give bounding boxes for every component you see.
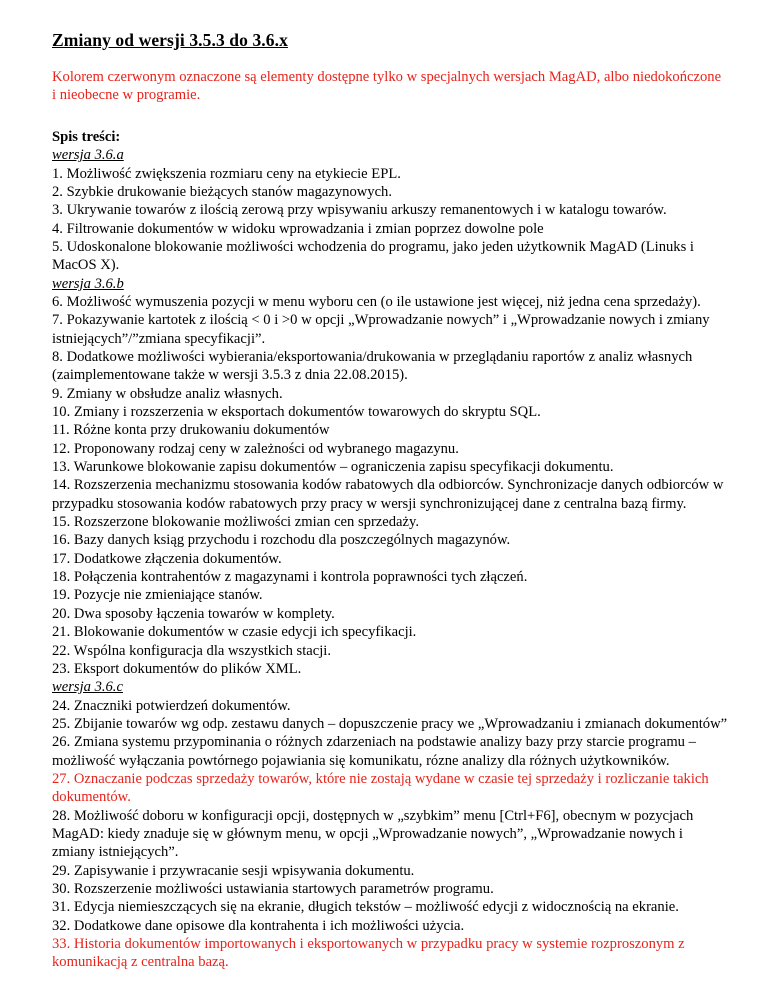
toc-item-8: 8. Dodatkowe możliwości wybierania/eksportowania/drukowania w przeglądaniu raportów z analiz własnych (zaimplementowane także w wersji 3.5.3 z dnia 22.08.2015).	[52, 349, 693, 384]
toc-item-31: 31. Edycja niemieszczących się na ekranie, długich tekstów – możliwość edycji z widocznością na ekranie.	[52, 899, 679, 916]
version-heading-c: wersja 3.6.c	[52, 679, 123, 696]
toc-item-14: 14. Rozszerzenia mechanizmu stosowania kodów rabatowych dla odbiorców. Synchronizacje danych odbiorców w przypadku stosowania kodów rabatowych przy pracy w wersji synchronizującej dane z centralna bazą firmy.	[52, 477, 724, 512]
toc-item-33: 33. Historia dokumentów importowanych i eksportowanych w przypadku pracy w systemie rozproszonym z komunikacją z centralna bazą.	[52, 936, 685, 971]
toc-item-2: 2. Szybkie drukowanie bieżących stanów magazynowych.	[52, 183, 393, 200]
toc-item-5: 5. Udoskonalone blokowanie możliwości wchodzenia do programu, jako jeden użytkownik MagAD (Linuks i MacOS X).	[52, 238, 694, 274]
toc-item-22: 22. Wspólna konfiguracja dla wszystkich stacji.	[52, 642, 331, 659]
toc-item-26: 26. Zmiana systemu przypominania o różnych zdarzeniach na podstawie analizy bazy przy starcie programu – możliwość wyłączania powtórnego pojawiania się komunikatu, rózne analizy dla różnych użytkowników.	[52, 734, 696, 769]
toc-item-16: 16. Bazy danych ksiąg przychodu i rozchodu dla poszczególnych magazynów.	[52, 532, 511, 549]
toc-item-23: 23. Eksport dokumentów do plików XML.	[52, 660, 302, 677]
toc-item-4: 4. Filtrowanie dokumentów w widoku wprowadzania i zmian poprzez dowolne pole	[52, 220, 544, 237]
toc-item-12: 12. Proponowany rodzaj ceny w zależności od wybranego magazynu.	[52, 440, 459, 457]
toc-item-18: 18. Połączenia kontrahentów z magazynami i kontrola poprawności tych złączeń.	[52, 569, 528, 586]
toc-item-1: 1. Możliwość zwiększenia rozmiaru ceny na etykiecie EPL.	[52, 165, 401, 182]
version-heading-a: wersja 3.6.a	[52, 147, 124, 164]
toc-item-11: 11. Różne konta przy drukowaniu dokumentów	[52, 422, 330, 439]
toc-item-19: 19. Pozycje nie zmieniające stanów.	[52, 587, 263, 604]
toc-item-9: 9. Zmiany w obsłudze analiz własnych.	[52, 385, 283, 402]
toc-item-29: 29. Zapisywanie i przywracanie sesji wpisywania dokumentu.	[52, 862, 415, 879]
toc-item-30: 30. Rozszerzenie możliwości ustawiania startowych parametrów programu.	[52, 880, 494, 897]
toc-item-15: 15. Rozszerzone blokowanie możliwości zmian cen sprzedaży.	[52, 514, 420, 531]
table-of-contents	[52, 146, 728, 971]
document-title: Zmiany od wersji 3.5.3 do 3.6.x	[52, 30, 288, 50]
toc-item-10: 10. Zmiany i rozszerzenia w eksportach dokumentów towarowych do skryptu SQL.	[52, 404, 541, 421]
version-heading-b: wersja 3.6.b	[52, 275, 124, 292]
toc-item-27: 27. Oznaczanie podczas sprzedaży towarów, które nie zostają wydane w czasie tej sprzedaży i rozliczanie takich dokumentów.	[52, 770, 709, 806]
toc-item-6: 6. Możliwość wymuszenia pozycji w menu wyboru cen (o ile ustawione jest więcej, niż jedna cena sprzedaży).	[52, 293, 701, 310]
toc-item-13: 13. Warunkowe blokowanie zapisu dokumentów – ograniczenia zapisu specyfikacji dokumentu.	[52, 459, 614, 476]
toc-item-28: 28. Możliwość doboru w konfiguracji opcji, dostępnych w „szybkim” menu [Ctrl+F6], obecnym w pozycjach MagAD: kiedy znaduje się w głównym menu, w opcji „Wprowadzanie nowych”, „Wprowadzanie nowych i zmiany istniejących”.	[52, 807, 694, 861]
toc-item-20: 20. Dwa sposoby łączenia towarów w komplety.	[52, 605, 335, 622]
toc-heading: Spis treści:	[52, 128, 121, 145]
toc-item-3: 3. Ukrywanie towarów z ilością zerową przy wpisywaniu arkuszy remanentowych i w katalogu towarów.	[52, 202, 667, 219]
toc-item-21: 21. Blokowanie dokumentów w czasie edycji ich specyfikacji.	[52, 624, 417, 641]
toc-item-24: 24. Znaczniki potwierdzeń dokumentów.	[52, 697, 291, 714]
toc-item-7: 7. Pokazywanie kartotek z ilością < 0 i >0 w opcji „Wprowadzanie nowych” i „Wprowadzanie nowych i zmiany istniejących”/”zmiana specyfikacji”.	[52, 312, 710, 347]
toc-item-17: 17. Dodatkowe złączenia dokumentów.	[52, 550, 282, 567]
red-color-note: Kolorem czerwonym oznaczone są elementy dostępne tylko w specjalnych wersjach MagAD, albo niedokończone i nieobecne w programie.	[52, 69, 722, 104]
toc-item-25: 25. Zbijanie towarów wg odp. zestawu danych – dopuszczenie pracy we „Wprowadzaniu i zmianach dokumentów”	[52, 715, 728, 732]
toc-item-32: 32. Dodatkowe dane opisowe dla kontrahenta i ich możliwości użycia.	[52, 917, 465, 934]
